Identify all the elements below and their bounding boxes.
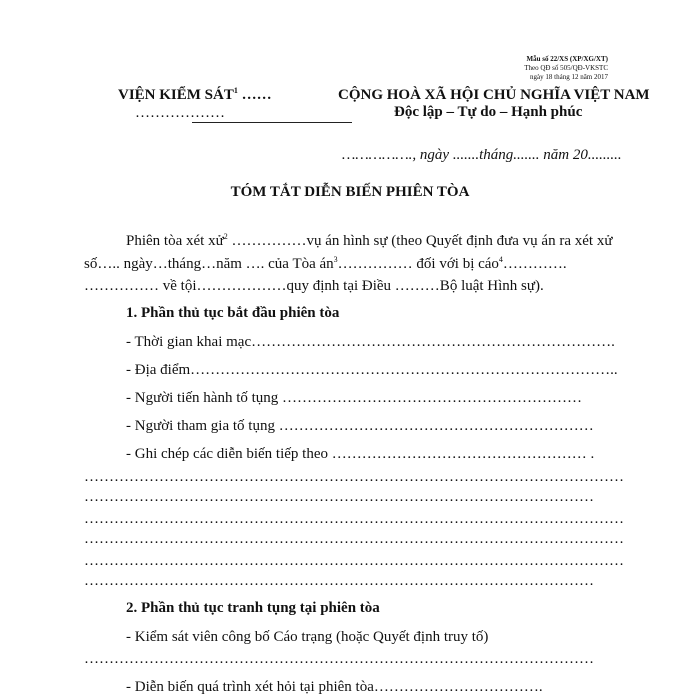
notes-dot-line: ………………………………………………………………………………………… [84,489,594,505]
notes-dot-line: ………………………………………………………………………………………… [84,573,594,589]
intro-line-1-end: ……………vụ án hình sự (theo Quyết định đưa vụ án ra xét xử [227,233,613,249]
field-proceedings-notes: - Ghi chép các diễn biến tiếp theo …………………………………………… . [126,446,595,462]
field-indictment: - Kiểm sát viên công bố Cáo trạng (hoặc Quyết định truy tố) [126,629,489,645]
notes-dot-line: ……………………………………………………………………………………………… [84,531,624,547]
agency-suffix: …… [237,87,272,103]
form-code-number: Mẫu số 22/XS (XP/XG/XT) [526,55,608,63]
section-2-heading: 2. Phần thủ tục tranh tụng tại phiên tòa [126,600,380,616]
field-opening-time: - Thời gian khai mạc………………………………………………………………. [126,334,615,350]
agency-footnote-marker: 1 [233,86,238,95]
document-title: TÓM TẮT DIỄN BIẾN PHIÊN TÒA [230,184,470,200]
field-examination: - Diễn biến quá trình xét hỏi tại phiên tòa……………………………. [126,679,543,695]
intro-line-2 [84,255,567,273]
indictment-dot-line: ………………………………………………………………………………………… [84,651,594,667]
notes-dot-line: ……………………………………………………………………………………………… [84,511,624,527]
field-location: - Địa điểm………………………………………………………………………….. [126,362,618,378]
footnote-marker-4: 4 [498,255,503,264]
intro-line-2-end: …………. [502,256,567,272]
nation-name: CỘNG HOÀ XÃ HỘI CHỦ NGHĨA VIỆT NAM [338,87,650,103]
field-participants: - Người tham gia tố tụng ……………………………………………………… [126,418,594,434]
notes-dot-line: ……………………………………………………………………………………………… [84,469,624,485]
footnote-marker-2: 2 [223,232,228,241]
notes-dot-line: ……………………………………………………………………………………………… [84,553,624,569]
agency-name [118,86,272,104]
form-code-decision: Theo QĐ số 505/QĐ-VKSTC [524,64,608,72]
header-underline [192,122,352,123]
intro-line-1-start: Phiên tòa xét xử [126,233,224,249]
form-code-block [524,55,608,82]
footnote-marker-3: 3 [333,255,338,264]
national-motto: Độc lập – Tự do – Hạnh phúc [394,104,583,120]
intro-line-2-mid: …………… đối với bị cáo [337,256,499,272]
intro-line-1 [126,232,612,250]
intro-line-3: …………… về tội………………quy định tại Điều ………Bộ luật Hình sự). [84,278,544,294]
date-line: ……………., ngày .......tháng....... năm 20......... [342,147,622,163]
form-code-date: ngày 18 tháng 12 năm 2017 [530,73,608,81]
intro-line-2-start: số….. ngày…tháng…năm …. của Tòa án [84,256,334,272]
section-1-heading: 1. Phần thủ tục bắt đầu phiên tòa [126,305,340,321]
agency-label: VIỆN KIỂM SÁT [118,87,234,103]
agency-name-blank: ……………… [135,105,225,121]
field-conducting-persons: - Người tiến hành tố tụng …………………………………………………… [126,390,583,406]
